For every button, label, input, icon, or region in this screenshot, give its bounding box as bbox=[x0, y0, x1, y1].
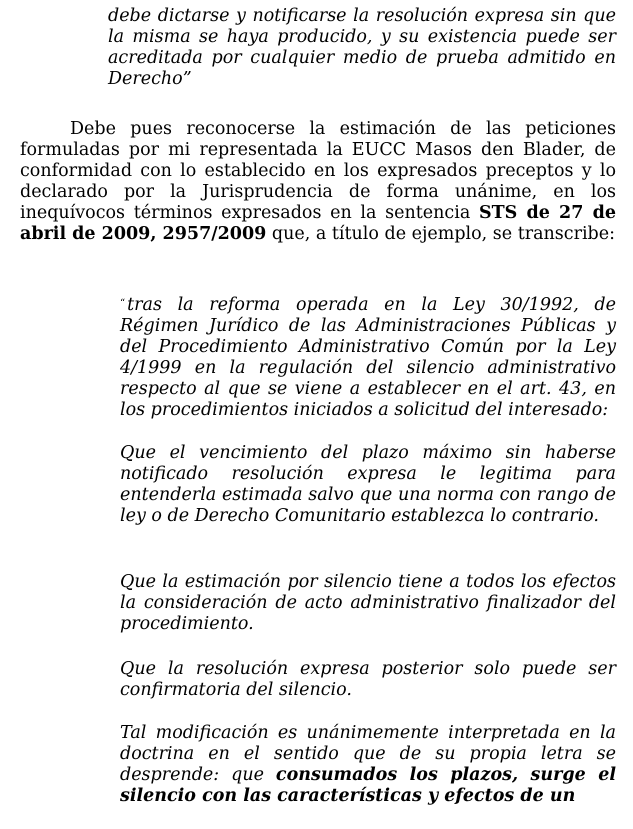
body-text-after: que, a título de ejemplo, se transcribe: bbox=[266, 224, 616, 244]
quote-paragraph-3: Que la estimación por silencio tiene a todos los efectos la consideración de acto administrativo finalizador del procedimiento. bbox=[120, 572, 616, 634]
body-paragraph bbox=[20, 119, 616, 245]
body-text-before: Debe pues reconocerse la estimación de las peticiones formuladas por mi representada la EUCC Masos den Blader, de conformidad con lo establecido en los expresados preceptos y lo declarado por la Jurisprudencia de forma unánime, en los inequívocos términos expresados en la sentencia bbox=[20, 119, 616, 223]
quote-continuation-paragraph: debe dictarse y notificarse la resolución expresa sin que la misma se haya producido, y su existencia puede ser acreditada por cualquier medio de prueba admitido en Derecho” bbox=[108, 6, 616, 89]
opening-quote-mark: “ bbox=[120, 298, 126, 309]
quote-paragraph-2: Que el vencimiento del plazo máximo sin haberse notificado resolución expresa le legitima para entenderla estimada salvo que una norma con rango de ley o de Derecho Comunitario establezca lo contrario. bbox=[120, 443, 616, 526]
quote-paragraph-1 bbox=[120, 293, 616, 421]
quote-paragraph-1-text: tras la reforma operada en la Ley 30/1992, de Régimen Jurídico de las Administraciones Públicas y del Procedimiento Administrativo Común por la Ley 4/1999 en la regulación del silencio administrativo respecto al que se viene a establecer en el art. 43, en los procedimientos iniciados a solicitud del interesado: bbox=[120, 295, 616, 420]
quote-paragraph-5-text: Tal modificación es unánimemente interpretada en la doctrina en el sentido que de su propia letra se desprende: que bbox=[120, 723, 616, 785]
quote-paragraph-4: Que la resolución expresa posterior solo puede ser confirmatoria del silencio. bbox=[120, 659, 616, 700]
quote-emphasis: consumados los plazos, surge el silencio con las características y efectos de un bbox=[120, 765, 616, 806]
quote-paragraph-5 bbox=[120, 723, 616, 807]
case-citation: STS de 27 de abril de 2009, 2957/2009 bbox=[20, 203, 617, 244]
